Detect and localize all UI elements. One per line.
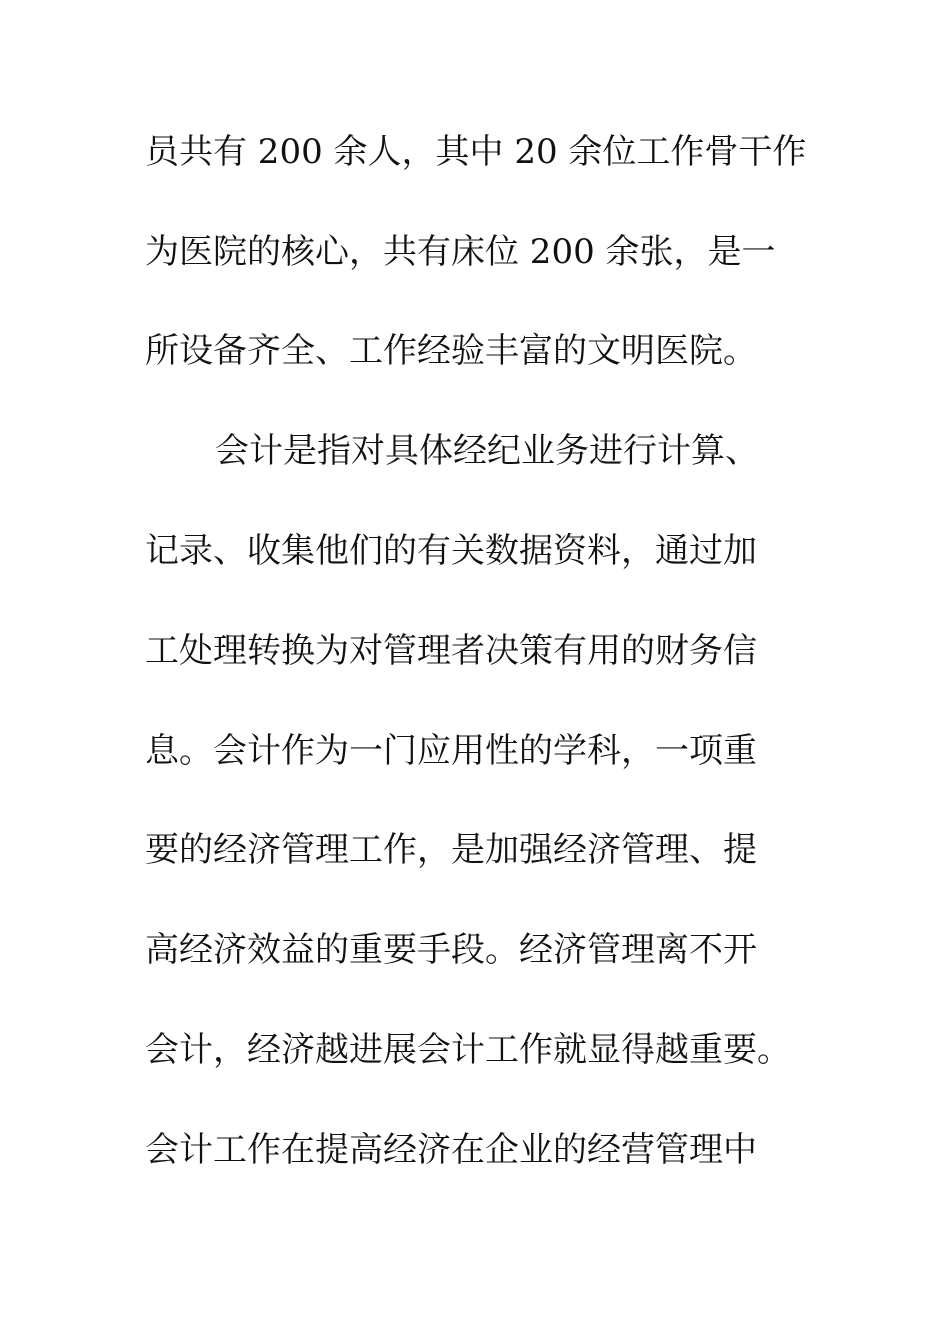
text-line: 会计工作在提高经济在企业的经营管理中: [145, 1130, 757, 1170]
text-line: 所设备齐全、工作经验丰富的文明医院。: [145, 331, 757, 371]
text-line: 高经济效益的重要手段。经济管理离不开: [145, 930, 757, 970]
text-line: 记录、收集他们的有关数据资料，通过加: [145, 531, 757, 571]
text-line: 会计，经济越进展会计工作就显得越重要。: [145, 1030, 791, 1070]
text-line: 工处理转换为对管理者决策有用的财务信: [145, 631, 757, 671]
text-line: 员共有 200 余人，其中 20 余位工作骨干作: [145, 132, 807, 172]
text-line: 息。会计作为一门应用性的学科，一项重: [145, 731, 757, 771]
text-line: 要的经济管理工作，是加强经济管理、提: [145, 830, 757, 870]
text-line: 为医院的核心，共有床位 200 余张，是一: [145, 232, 776, 272]
paragraph-first-line: 会计是指对具体经纪业务进行计算、: [215, 431, 759, 471]
